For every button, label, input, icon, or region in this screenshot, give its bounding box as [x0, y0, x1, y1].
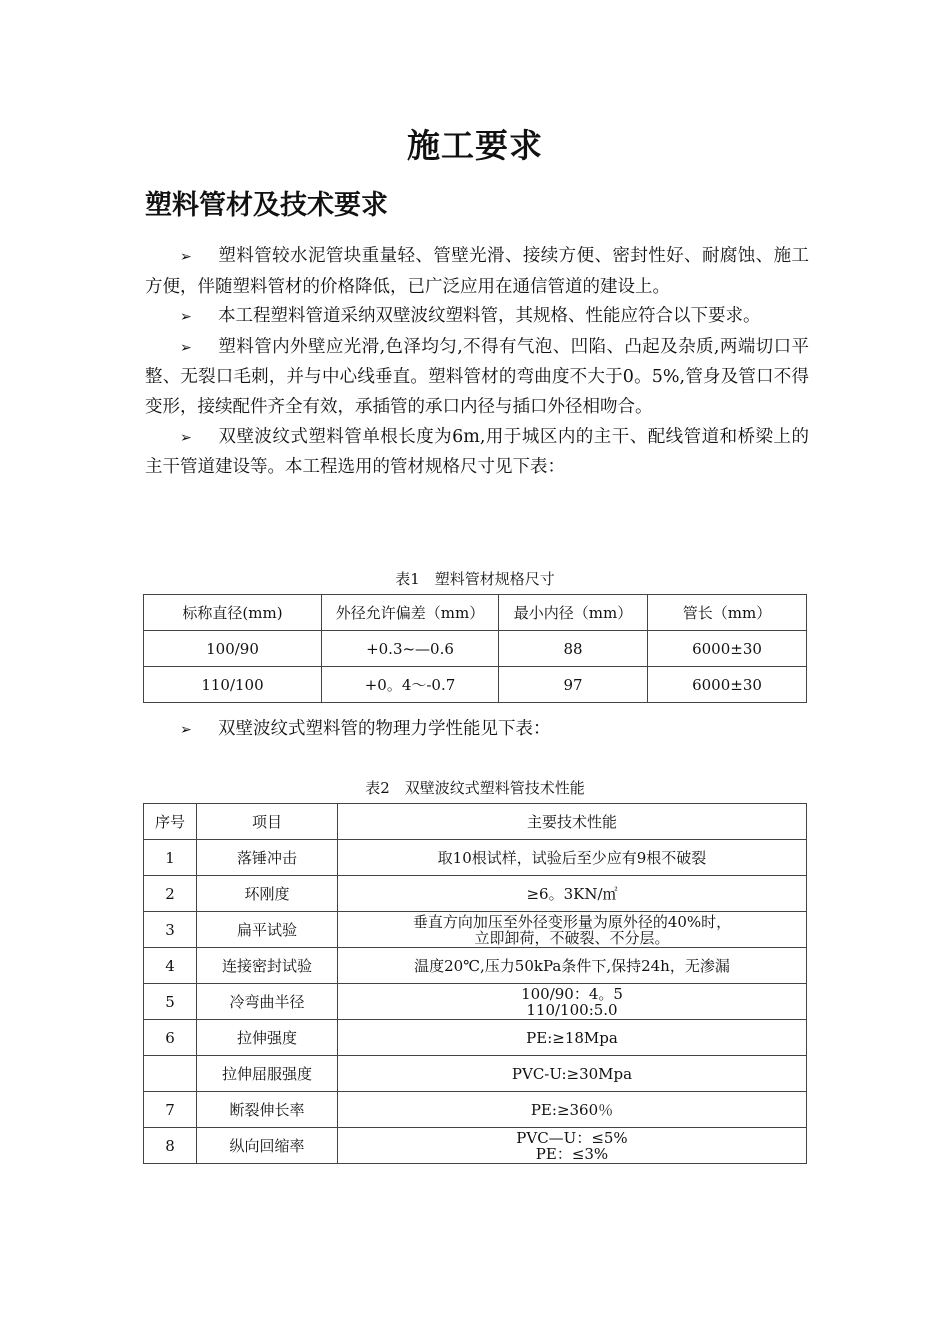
table-cell: 97 [499, 667, 648, 703]
arrow-bullet-icon: ➢ [180, 249, 192, 265]
paragraph-text: 双壁波纹式塑料管单根长度为6m,用于城区内的主干、配线管道和桥梁上的主干管道建设等。本工程选用的管材规格尺寸见下表： [145, 426, 809, 478]
table1 [143, 594, 807, 703]
table-cell: PVC-U:≥30Mpa [338, 1056, 807, 1092]
table-row [144, 1020, 807, 1056]
table-row [144, 984, 807, 1020]
table-row [144, 667, 807, 703]
paragraph [145, 333, 809, 423]
body-paragraphs [145, 242, 809, 483]
table-cell: 88 [499, 631, 648, 667]
arrow-bullet-icon: ➢ [180, 339, 192, 356]
arrow-bullet-icon: ➢ [180, 309, 192, 326]
table-cell: PE:≥18Mpa [338, 1020, 807, 1056]
table-cell: +0.3~—0.6 [322, 631, 499, 667]
table2-caption: 表2 双壁波纹式塑料管技术性能 [365, 779, 585, 797]
table-cell: 连接密封试验 [197, 948, 338, 984]
table-cell: +0。4～-0.7 [322, 667, 499, 703]
table-cell [144, 1056, 197, 1092]
table-cell: 3 [144, 912, 197, 948]
table-cell: 断裂伸长率 [197, 1092, 338, 1128]
table-row [144, 1092, 807, 1128]
table2-intro [180, 715, 551, 740]
table-header-cell: 外径允许偏差（mm） [322, 595, 499, 631]
arrow-bullet-icon: ➢ [180, 722, 192, 738]
table-cell: 2 [144, 876, 197, 912]
table-header-row [144, 595, 807, 631]
table-cell: PE:≥360％ [338, 1092, 807, 1128]
page-title: 施工要求 [407, 126, 543, 165]
table-cell: 落锤冲击 [197, 840, 338, 876]
table-row [144, 948, 807, 984]
table-cell: 100/90 [144, 631, 322, 667]
table-header-cell: 主要技术性能 [338, 804, 807, 840]
table-cell: 纵向回缩率 [197, 1128, 338, 1164]
table2-body [144, 840, 807, 1164]
paragraph [145, 302, 809, 333]
table-cell: 冷弯曲半径 [197, 984, 338, 1020]
table-header-cell: 序号 [144, 804, 197, 840]
table-header-cell: 最小内径（mm） [499, 595, 648, 631]
table-row [144, 1128, 807, 1164]
paragraph [145, 423, 809, 483]
table-header-cell: 标称直径(mm) [144, 595, 322, 631]
table-row [144, 876, 807, 912]
table-cell: 6000±30 [648, 667, 807, 703]
table-cell: 6000±30 [648, 631, 807, 667]
table-row [144, 631, 807, 667]
table-cell: 100/90：4。5 110/100:5.0 [338, 984, 807, 1020]
table-header-cell: 项目 [197, 804, 338, 840]
table-cell: 110/100 [144, 667, 322, 703]
table-cell: 扁平试验 [197, 912, 338, 948]
table-row [144, 912, 807, 948]
table-cell: 垂直方向加压至外径变形量为原外径的40%时， 立即卸荷，不破裂、不分层。 [338, 912, 807, 948]
table-row [144, 1056, 807, 1092]
table-cell: 取10根试样，试验后至少应有9根不破裂 [338, 840, 807, 876]
table-row [144, 840, 807, 876]
paragraph-text: 塑料管较水泥管块重量轻、管壁光滑、接续方便、密封性好、耐腐蚀、施工方便，伴随塑料管材的价格降低，已广泛应用在通信管道的建设上。 [145, 246, 809, 297]
table-cell: 1 [144, 840, 197, 876]
table-cell: ≥6。3KN/㎡ [338, 876, 807, 912]
paragraph-text: 塑料管内外壁应光滑,色泽均匀,不得有气泡、凹陷、凸起及杂质,两端切口平整、无裂口毛刺，并与中心线垂直。塑料管材的弯曲度不大于0。5%,管身及管口不得变形，接续配件齐全有效，承插管的承口内径与插口外径相吻合。 [145, 336, 809, 417]
intro-text: 双壁波纹式塑料管的物理力学性能见下表： [218, 719, 551, 739]
arrow-bullet-icon: ➢ [180, 429, 192, 446]
table-cell: 7 [144, 1092, 197, 1128]
section-heading: 塑料管材及技术要求 [145, 190, 388, 221]
table-cell: PVC—U：≤5% PE：≤3% [338, 1128, 807, 1164]
table-cell: 拉伸屈服强度 [197, 1056, 338, 1092]
table-cell: 6 [144, 1020, 197, 1056]
paragraph-text: 本工程塑料管道采纳双壁波纹塑料管，其规格、性能应符合以下要求。 [218, 306, 761, 327]
paragraph [145, 242, 809, 302]
table-cell: 4 [144, 948, 197, 984]
table1-caption: 表1 塑料管材规格尺寸 [395, 570, 555, 588]
table-cell: 拉伸强度 [197, 1020, 338, 1056]
table-header-row [144, 804, 807, 840]
table-cell: 5 [144, 984, 197, 1020]
table-cell: 环刚度 [197, 876, 338, 912]
table-header-cell: 管长（mm） [648, 595, 807, 631]
table2 [143, 803, 807, 1164]
table-cell: 8 [144, 1128, 197, 1164]
table-cell: 温度20℃,压力50kPa条件下,保持24h，无渗漏 [338, 948, 807, 984]
